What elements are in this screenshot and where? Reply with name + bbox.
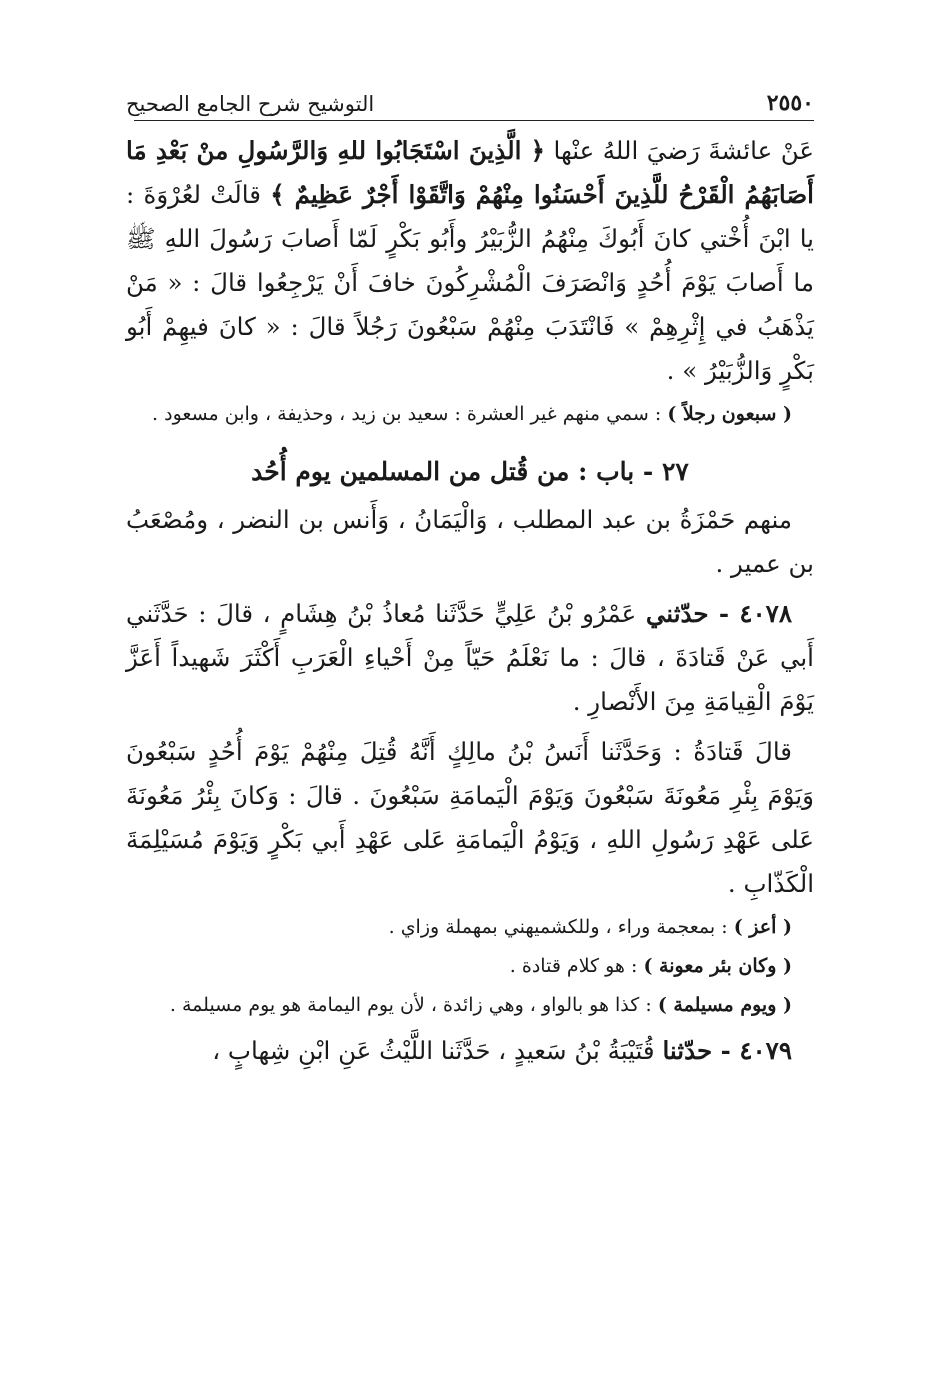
chapter-text: منهم حَمْزَةُ بن عبد المطلب ، وَالْيَمَانُ ، وَأَنس بن النضر ، ومُصْعَبُ بن عمير . (126, 505, 814, 578)
note-text: : بمعجمة وراء ، وللكشميهني بمهملة وزاي . (388, 916, 728, 938)
commentary-note (126, 910, 814, 945)
page-number: ٢٥٥٠ (766, 90, 814, 116)
commentary-note (126, 988, 814, 1023)
chapter-heading: ٢٧ - باب : من قُتل من المسلمين يوم أُحُد (251, 457, 689, 486)
hadith-paragraph (126, 129, 814, 393)
hadith-text: قُتَيْبَةُ بْنُ سَعيدٍ ، حَدَّثَنا اللَّيْثُ عَنِ ابْنِ شِهابٍ ، (212, 1036, 655, 1065)
book-title: التوشيح شرح الجامع الصحيح (126, 92, 375, 116)
hadith-number-label: ٤٠٧٨ - حدّثني (645, 599, 792, 628)
page-header (126, 80, 814, 116)
note-term: ( أعز ) (733, 916, 792, 938)
header-divider (134, 120, 814, 121)
note-text: : كذا هو بالواو ، وهي زائدة ، لأن يوم اليمامة هو يوم مسيلمة . (169, 994, 652, 1016)
note-text: : سمي منهم غير العشرة : سعيد بن زيد ، وحذيفة ، وابن مسعود . (152, 403, 662, 425)
hadith-4078-continuation: قالَ قَتادَةُ : وَحَدَّثَنا أَنَسُ بْنُ مالِكٍ أَنَّهُ قُتِلَ مِنْهُمْ يَوْمَ أُحُدٍ سَبْعُونَ وَيَوْمَ بِئْرِ مَعُونَةَ سَبْعُونَ وَيَوْمَ الْيَمامَةِ سَبْعُونَ . قالَ : وَكانَ بِئْرُ مَعُونَةَ عَلى عَهْدِ رَسُولِ اللهِ ، وَيَوْمُ الْيَمامَةِ عَلى عَهْدِ أَبي بَكْرٍ وَيَوْمَ مُسَيْلِمَةَ الْكَذّابِ . (126, 737, 814, 898)
hadith-number-label: ٤٠٧٩ - حدّثنا (662, 1036, 792, 1065)
commentary-note (126, 397, 814, 432)
hadith-text: عَمْرُو بْنُ عَلِيٍّ حَدَّثَنا مُعاذُ بْنُ هِشَامٍ ، قالَ : حَدَّثَني أَبي عَنْ قَتادَةَ ، قالَ : ما نَعْلَمُ حَيّاً مِنْ أَحْياءِ الْعَرَبِ أَكْثَرَ شَهيداً أَعَزَّ يَوْمَ الْقِيامَةِ مِنَ الأَنْصارِ . (126, 599, 814, 716)
book-page (126, 80, 814, 1073)
hadith-intro: عَنْ عائشةَ رَضيَ اللهُ عنْها (553, 136, 814, 165)
note-term: ( ويوم مسيلمة ) (657, 994, 792, 1016)
quran-verse: ﴿ الَّذِينَ اسْتَجَابُوا للهِ وَالرَّسُولِ منْ بَعْدِ مَا أَصَابَهُمُ الْقَرْحُ للَّذِينَ أَحْسَنُوا مِنْهُمْ وَاتَّقَوْا أَجْرٌ عَظِيمٌ ﴾ (126, 136, 814, 209)
note-term: ( سبعون رجلاً ) (667, 403, 792, 425)
hadith-4078 (126, 592, 814, 724)
hadith-4079 (126, 1029, 814, 1073)
commentary-note (126, 949, 814, 984)
hadith-body: قالَتْ لعُرْوَةَ : يا ابْنَ أُخْتي كانَ أَبُوكَ مِنْهُمُ الزُّبَيْرُ وأَبُو بَكْرٍ لَمّا أَصابَ رَسُولَ اللهِ ﷺ ما أَصابَ يَوْمَ أُحُدٍ وَانْصَرَفَ الْمُشْرِكُونَ خافَ أَنْ يَرْجِعُوا قالَ : « مَنْ يَذْهَبُ في إِثْرِهِمْ » فَانْتَدَبَ مِنْهُمْ سَبْعُونَ رَجُلاً قالَ : « كانَ فيهِمْ أَبُو بَكْرٍ وَالزُّبَيْرُ » . (126, 180, 814, 385)
note-term: ( وكان بئر معونة ) (643, 955, 792, 977)
note-text: : هو كلام قتادة . (509, 955, 638, 977)
